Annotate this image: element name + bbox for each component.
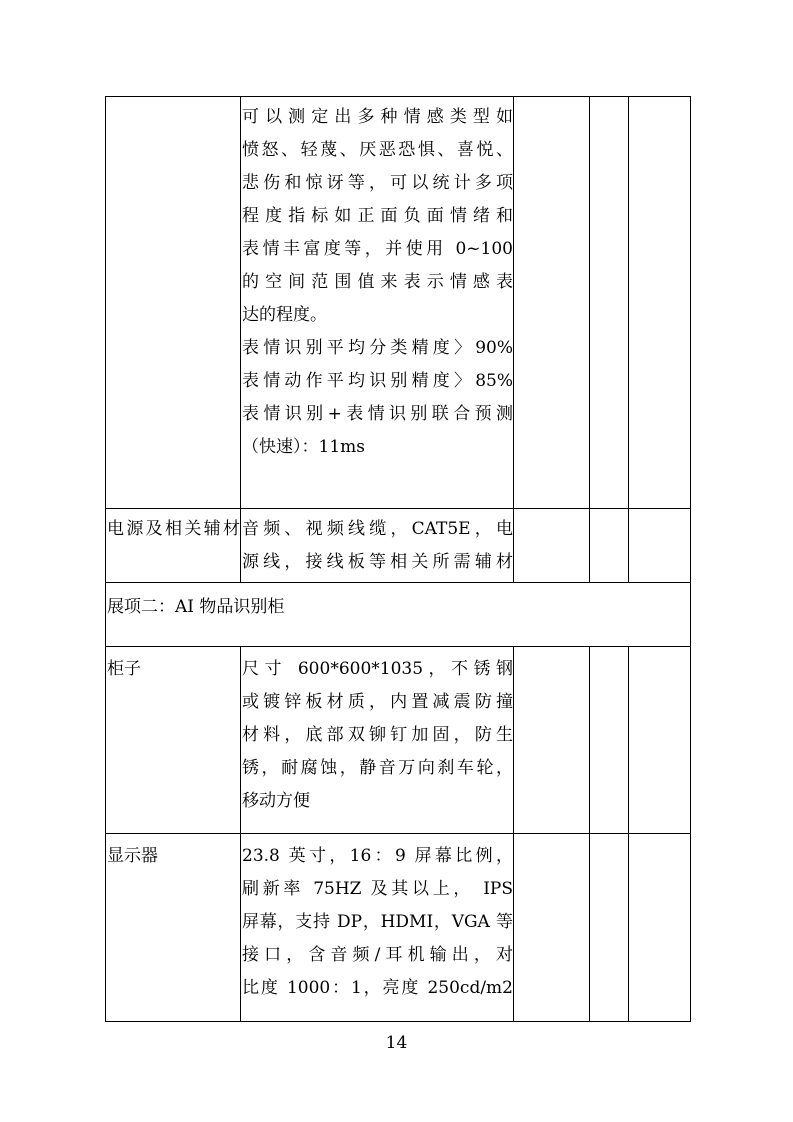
description-line: 锈，耐腐蚀，静音万向刹车轮，	[242, 758, 513, 778]
description-line: 接口，含音频/耳机输出，对	[242, 945, 513, 965]
section-title-cell	[106, 583, 691, 647]
description-line: 或镀锌板材质，内置减震防撞	[242, 692, 513, 712]
item-name: 电源及相关辅材	[107, 519, 240, 539]
description-line: 表情丰富度等，并使用 0~100	[242, 239, 513, 259]
item-description-cell	[241, 509, 514, 583]
spec-table	[105, 96, 691, 1022]
table-row	[106, 97, 691, 509]
item-name-cell	[106, 97, 241, 509]
description-line: 可以测定出多种情感类型如	[242, 107, 513, 127]
empty-cell	[514, 834, 590, 1022]
item-name-cell	[106, 834, 241, 1022]
item-description-cell	[241, 834, 514, 1022]
table-row	[106, 647, 691, 834]
description-line: 比度 1000：1，亮度 250cd/m2	[242, 978, 513, 998]
empty-cell	[590, 834, 629, 1022]
item-name-cell	[106, 647, 241, 834]
description-line: 程度指标如正面负面情绪和	[242, 206, 513, 226]
description-line: 表情动作平均识别精度〉85%	[242, 371, 513, 391]
empty-cell	[629, 647, 691, 834]
description-line: 尺寸 600*600*1035，不锈钢	[242, 659, 513, 679]
description-line: 刷新率 75HZ 及其以上， IPS	[242, 879, 513, 899]
description-line: 音频、视频线缆，CAT5E，电	[242, 519, 513, 539]
empty-cell	[590, 509, 629, 583]
description-line: 屏幕，支持 DP，HDMI，VGA 等	[242, 912, 513, 932]
section-title: 展项二：AI 物品识别柜	[107, 597, 285, 617]
description-line: 材料，底部双铆钉加固，防生	[242, 725, 513, 745]
empty-cell	[629, 509, 691, 583]
table-row	[106, 509, 691, 583]
item-name-cell	[106, 509, 241, 583]
item-description-cell	[241, 97, 514, 509]
empty-cell	[590, 97, 629, 509]
description-line: 23.8 英寸，16：9 屏幕比例，	[242, 846, 513, 866]
description-line: 表情识别+表情识别联合预测	[242, 404, 513, 424]
item-name: 显示器	[107, 846, 158, 866]
description-line: 表情识别平均分类精度〉90%	[242, 338, 513, 358]
description-line: 的空间范围值来表示情感表	[242, 272, 513, 292]
table-row	[106, 834, 691, 1022]
description-line: （快速）：11ms	[242, 437, 365, 457]
description-line: 源线，接线板等相关所需辅材	[242, 552, 513, 572]
empty-cell	[629, 97, 691, 509]
description-line: 愤怒、轻蔑、厌恶恐惧、喜悦、	[242, 140, 513, 160]
item-description-cell	[241, 647, 514, 834]
empty-cell	[514, 509, 590, 583]
item-name: 柜子	[107, 659, 141, 679]
description-line: 移动方便	[242, 791, 310, 811]
page-number: 14	[385, 1033, 408, 1053]
description-line: 悲伤和惊讶等，可以统计多项	[242, 173, 513, 193]
empty-cell	[629, 834, 691, 1022]
description-line: 达的程度。	[242, 305, 327, 325]
empty-cell	[590, 647, 629, 834]
section-row	[106, 583, 691, 647]
empty-cell	[514, 97, 590, 509]
empty-cell	[514, 647, 590, 834]
